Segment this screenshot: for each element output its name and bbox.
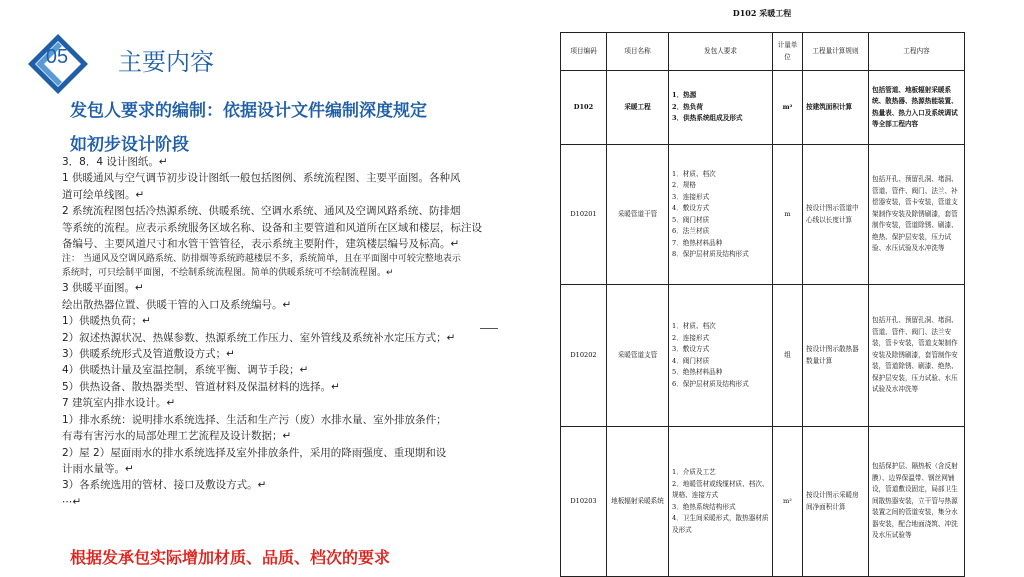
- document-excerpt: [62, 154, 524, 510]
- cell-requirements: [669, 145, 773, 285]
- footer-note: 根据发承包实际增加材质、品质、档次的要求: [70, 548, 391, 567]
- table-row: [561, 71, 965, 145]
- cell-name: 采暖管道支管: [607, 285, 669, 427]
- cell-rule: 按设计图示采暖房间净面积计算: [803, 427, 869, 577]
- cell-unit: m²: [773, 427, 803, 577]
- doc-note-line: 注： 当通风及空调风路系统、防排烟等系统跨越楼层不多，系统简单，且在平面图中可较完整地表示: [62, 254, 461, 265]
- doc-line: 绘出散热器位置、供暖干管的入口及系统编号。↵: [62, 298, 292, 311]
- divider: [480, 328, 498, 329]
- table-row: [561, 427, 965, 577]
- cell-code: D10203: [561, 427, 607, 577]
- requirement-item: 1．材质、档次: [672, 169, 716, 178]
- requirement-item: 5．阀门材质: [672, 215, 710, 224]
- doc-line: 1）供暖热负荷；↵: [62, 315, 151, 328]
- requirement-item: 3．绝热系统结构形式: [672, 502, 736, 511]
- heading-line-2: 如初步设计阶段: [70, 135, 189, 155]
- cell-unit: 组: [773, 285, 803, 427]
- doc-line: ⋯↵: [62, 495, 82, 508]
- header-content: 工程内容: [869, 33, 965, 71]
- cell-content: 包括开孔、预留孔洞、堵洞、管道、管件、阀门、法兰安装，管卡安装，管道支架制作安装及除锈刷漆，套管制作安装，管道除锈、刷漆、绝热、保护层安装，压力试验、水压试验及水冲洗等: [869, 285, 965, 427]
- cell-content: 包括开孔、预留孔洞、堵洞、管道、管件、阀门、法兰、补偿器安装，管卡安装，管道支架制作安装及除锈刷漆，套管制作安装，管道除锈、刷漆、绝热、保护层安装，压力试验、水压试验及水冲洗等: [869, 145, 965, 285]
- doc-line: 3．8．4 设计图纸。↵: [62, 156, 168, 168]
- doc-line: 7 建筑室内排水设计。↵: [62, 397, 176, 410]
- requirement-item: 2．规格: [672, 181, 696, 189]
- header-code: 项目编码: [561, 33, 607, 71]
- doc-line: 3）供暖系统形式及管道敷设方式；↵: [62, 348, 235, 361]
- doc-line: 等系统的流程。应表示系统服务区域名称、设备和主要管道和风道所在区域和楼层，标注设: [62, 221, 482, 234]
- requirement-item: 2．热负荷: [672, 102, 703, 111]
- cell-code: D10201: [561, 145, 607, 285]
- cell-name: 采暖工程: [607, 71, 669, 145]
- cell-code: D10202: [561, 285, 607, 427]
- requirement-item: 2．地暖管材或线缆材质、档次、规格、连接方式: [672, 479, 769, 499]
- doc-line: 有毒有害污水的局部处理工艺流程及设计数据；↵: [62, 430, 292, 443]
- doc-note-line: 系统时，可只绘制平面图，不绘制系统流程图。简单的供暖系统可不绘制流程图。↵: [62, 268, 394, 279]
- section-title: 主要内容: [118, 48, 214, 76]
- requirement-item: 4．敷设方式: [672, 204, 710, 212]
- doc-line: 2 系统流程图包括冷热源系统、供暖系统、空调水系统、通风及空调风路系统、防排烟: [62, 205, 461, 218]
- requirement-item: 6．法兰材质: [672, 227, 710, 235]
- cell-name: 地板辐射采暖系统: [607, 427, 669, 577]
- section-number: 05: [45, 46, 69, 68]
- doc-line: 3）各系统选用的管材、接口及敷设方式。↵: [62, 479, 267, 492]
- doc-line: 2）屋 2）屋面雨水的排水系统选择及室外排放条件，采用的降雨强度、重现期和设: [62, 446, 447, 459]
- cell-unit: m: [773, 145, 803, 285]
- table-row: [561, 285, 965, 427]
- cell-content: 包括管道、地板辐射采暖系统、散热器、热源热能装置、热量表、热力入口及系统调试等全部工程内容: [869, 71, 965, 145]
- requirement-item: 6．保护层材质及结构形式: [672, 379, 749, 388]
- table-row: [561, 145, 965, 285]
- cell-content: 包括保护层、隔热板（含反射膜）、边界保温带、钢丝网铺设，管道敷设固定，局部卫生间散热器安装，立干管与热源装置之间的管道安装，集分水器安装，配合地面浇筑、冲洗及水压试验等: [869, 427, 965, 577]
- cell-requirements: [669, 427, 773, 577]
- requirement-item: 4．卫生间采暖形式，散热器材质及形式: [672, 514, 769, 534]
- heading-line-1: 发包人要求的编制：依据设计文件编制深度规定: [70, 101, 427, 121]
- cell-rule: 按设计图示散热器数量计算: [803, 285, 869, 427]
- header-rule: 工程量计算规则: [803, 33, 869, 71]
- header-name: 项目名称: [607, 33, 669, 71]
- requirement-item: 3．供热系统组成及形式: [672, 114, 743, 123]
- header-unit: 计量单位: [773, 33, 803, 71]
- doc-line: 1 供暖通风与空气调节初步设计图纸一般包括图例、系统流程图、主要平面图。各种风: [62, 172, 461, 185]
- cell-rule: 按设计图示管道中心线以长度计算: [803, 145, 869, 285]
- doc-line: 5）供热设备、散热器类型、管道材料及保温材料的选择。↵: [62, 380, 340, 393]
- doc-line: 1）排水系统：说明排水系统选择、生活和生产污（废）水排水量、室外排放条件；: [62, 413, 447, 426]
- table-title: D102 采暖工程: [732, 8, 792, 18]
- doc-line: 备编号、主要风道尺寸和水管干管管径，表示系统主要附件，建筑楼层编号及标高。↵: [62, 238, 460, 251]
- doc-line: 4）供暖热计量及室温控制，系统平衡、调节手段；↵: [62, 364, 309, 377]
- requirement-item: 1．热源: [672, 91, 697, 100]
- cell-name: 采暖管道干管: [607, 145, 669, 285]
- requirement-item: 7．绝热材料品种: [672, 238, 723, 247]
- cell-code: D102: [561, 71, 607, 145]
- table-header-row: [561, 33, 965, 71]
- doc-line: 道可绘单线图。↵: [62, 188, 145, 201]
- requirement-item: 1．介质及工艺: [672, 468, 716, 476]
- doc-line: 计雨水量等。↵: [62, 462, 134, 475]
- requirement-item: 2．连接形式: [672, 333, 710, 342]
- header-requirements: 发包人要求: [669, 33, 773, 71]
- cell-rule: 按建筑面积计算: [803, 71, 869, 145]
- cell-unit: m²: [773, 71, 803, 145]
- requirement-item: 4．阀门材质: [672, 356, 710, 365]
- requirement-item: 5．绝热材料品种: [672, 368, 723, 376]
- requirement-item: 3．敷设方式: [672, 345, 710, 353]
- spec-table: [560, 32, 965, 577]
- cell-requirements: [669, 71, 773, 145]
- requirement-item: 3．连接形式: [672, 192, 710, 201]
- cell-requirements: [669, 285, 773, 427]
- requirement-item: 1．材质、档次: [672, 322, 716, 330]
- doc-line: 3 供暖平面图。↵: [62, 282, 144, 295]
- requirement-item: 8．保护层材质及结构形式: [672, 250, 749, 258]
- doc-line: 2）叙述热源状况、热媒参数、热源系统工作压力、室外管线及系统补水定压方式；↵: [62, 331, 456, 344]
